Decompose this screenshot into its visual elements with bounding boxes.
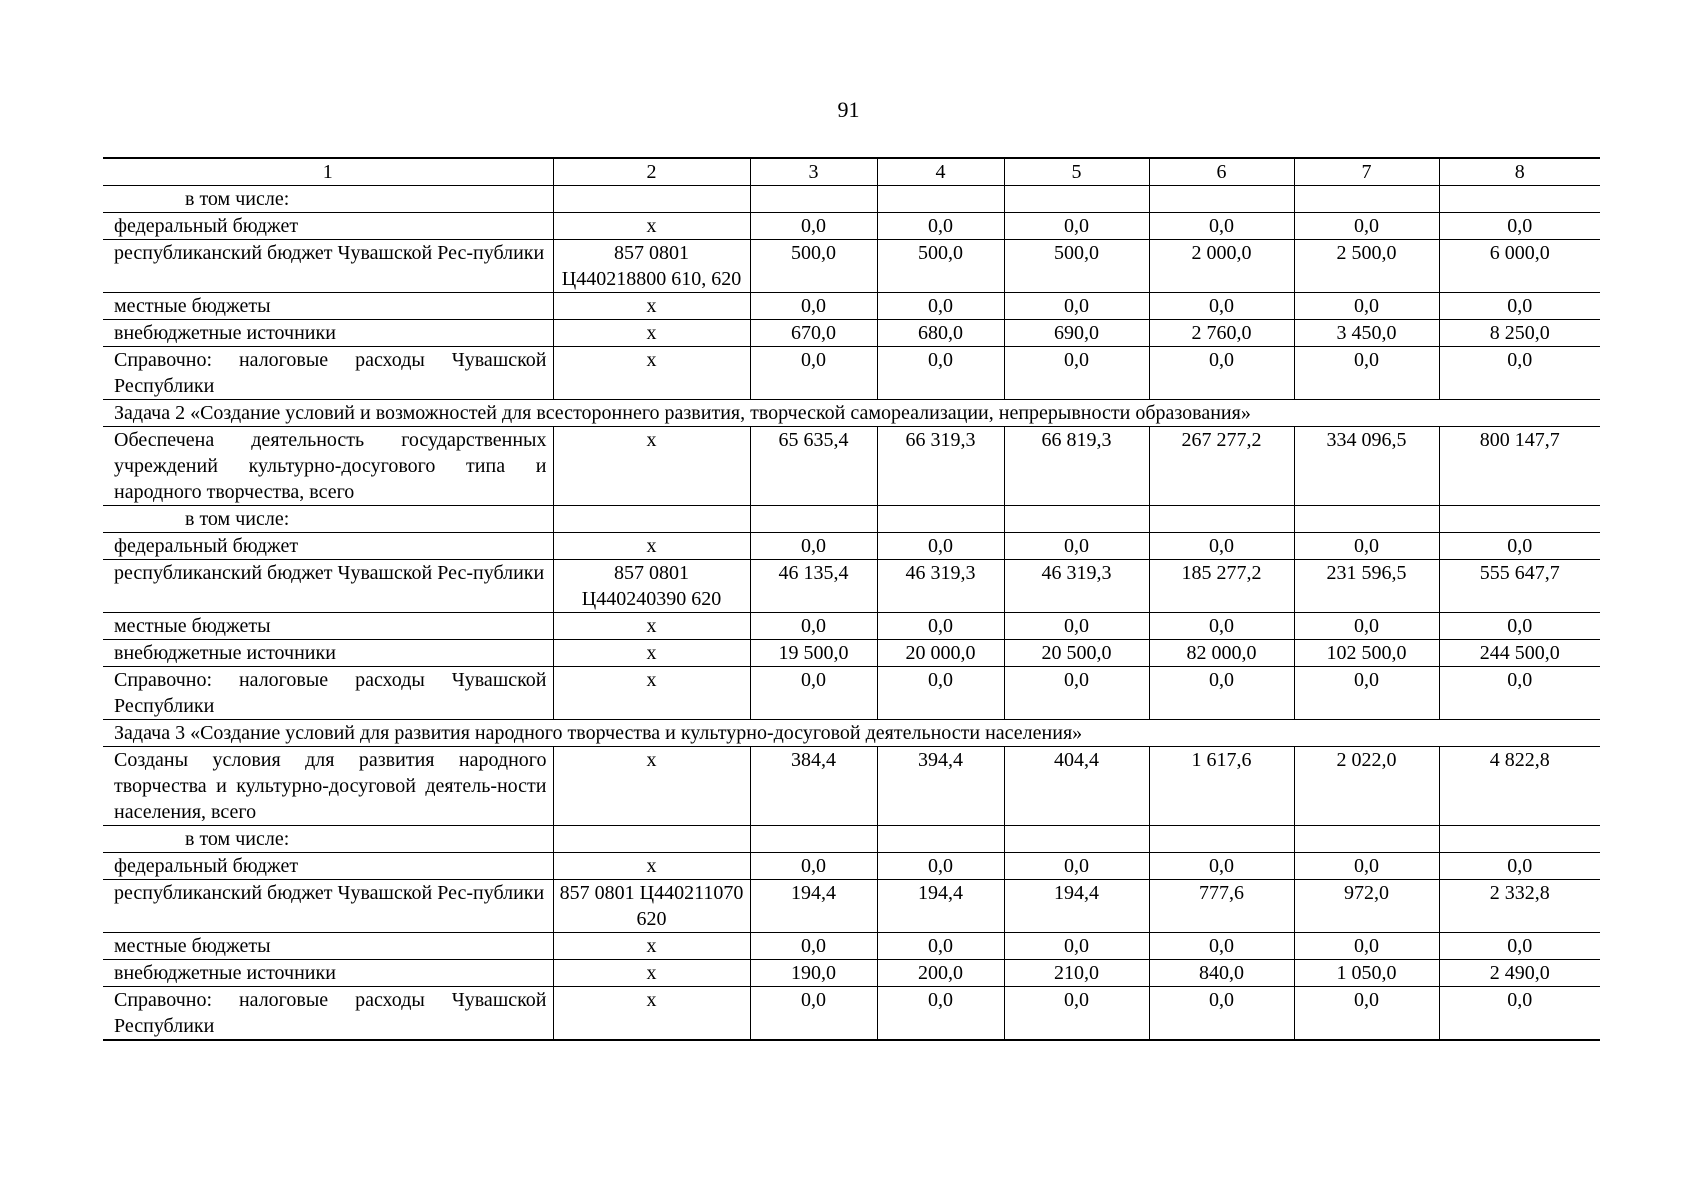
- budget-table: [103, 157, 1600, 1041]
- table-row: [103, 427, 1600, 506]
- value-cell: 0,0: [1294, 213, 1439, 240]
- value-cell: 194,4: [1004, 880, 1149, 933]
- value-cell: 0,0: [1439, 987, 1600, 1041]
- value-cell: 0,0: [1294, 933, 1439, 960]
- value-cell: [1004, 826, 1149, 853]
- value-cell: 0,0: [750, 293, 877, 320]
- value-cell: 0,0: [877, 987, 1004, 1041]
- value-cell: 19 500,0: [750, 640, 877, 667]
- value-cell: 0,0: [750, 347, 877, 400]
- value-cell: 0,0: [877, 213, 1004, 240]
- value-cell: [1149, 186, 1294, 213]
- column-number: 5: [1004, 158, 1149, 186]
- value-cell: 2 022,0: [1294, 747, 1439, 826]
- value-cell: 0,0: [1004, 213, 1149, 240]
- table-row: [103, 640, 1600, 667]
- value-cell: 1 617,6: [1149, 747, 1294, 826]
- value-cell: 194,4: [877, 880, 1004, 933]
- page-number: 91: [837, 97, 860, 122]
- table-row: [103, 347, 1600, 400]
- value-cell: 0,0: [1149, 987, 1294, 1041]
- column-number: 3: [750, 158, 877, 186]
- budget-code: [553, 186, 750, 213]
- row-label: федеральный бюджет: [103, 853, 553, 880]
- table-row: [103, 320, 1600, 347]
- value-cell: [1294, 506, 1439, 533]
- value-cell: 190,0: [750, 960, 877, 987]
- value-cell: 0,0: [1149, 933, 1294, 960]
- value-cell: 0,0: [1294, 613, 1439, 640]
- value-cell: 66 819,3: [1004, 427, 1149, 506]
- value-cell: 384,4: [750, 747, 877, 826]
- budget-code: [553, 826, 750, 853]
- value-cell: 500,0: [877, 240, 1004, 293]
- value-cell: 555 647,7: [1439, 560, 1600, 613]
- value-cell: [877, 186, 1004, 213]
- value-cell: 0,0: [1004, 933, 1149, 960]
- row-label: местные бюджеты: [103, 933, 553, 960]
- value-cell: 0,0: [1004, 667, 1149, 720]
- value-cell: 200,0: [877, 960, 1004, 987]
- value-cell: 670,0: [750, 320, 877, 347]
- value-cell: 210,0: [1004, 960, 1149, 987]
- budget-code: 857 0801 Ц440218800 610, 620: [553, 240, 750, 293]
- value-cell: [1149, 826, 1294, 853]
- value-cell: 244 500,0: [1439, 640, 1600, 667]
- value-cell: 0,0: [877, 667, 1004, 720]
- value-cell: [750, 826, 877, 853]
- row-label: в том числе:: [103, 826, 553, 853]
- value-cell: 680,0: [877, 320, 1004, 347]
- column-number: 8: [1439, 158, 1600, 186]
- value-cell: 0,0: [1004, 987, 1149, 1041]
- table-row: [103, 560, 1600, 613]
- value-cell: 690,0: [1004, 320, 1149, 347]
- row-label: внебюджетные источники: [103, 640, 553, 667]
- value-cell: [1004, 186, 1149, 213]
- value-cell: 0,0: [1439, 933, 1600, 960]
- value-cell: [1439, 506, 1600, 533]
- row-label: местные бюджеты: [103, 293, 553, 320]
- value-cell: 65 635,4: [750, 427, 877, 506]
- row-label: федеральный бюджет: [103, 533, 553, 560]
- value-cell: 840,0: [1149, 960, 1294, 987]
- value-cell: 267 277,2: [1149, 427, 1294, 506]
- value-cell: 0,0: [1004, 347, 1149, 400]
- value-cell: 0,0: [1004, 613, 1149, 640]
- table-row: [103, 240, 1600, 293]
- value-cell: 6 000,0: [1439, 240, 1600, 293]
- budget-code: 857 0801 Ц440240390 620: [553, 560, 750, 613]
- value-cell: 0,0: [1149, 293, 1294, 320]
- value-cell: 0,0: [750, 853, 877, 880]
- table-row: [103, 960, 1600, 987]
- row-label: в том числе:: [103, 186, 553, 213]
- row-label: республиканский бюджет Чувашской Рес-публики: [103, 880, 553, 933]
- value-cell: 0,0: [1294, 347, 1439, 400]
- value-cell: 0,0: [1004, 853, 1149, 880]
- column-number-row: [103, 158, 1600, 186]
- value-cell: 20 000,0: [877, 640, 1004, 667]
- value-cell: 0,0: [750, 667, 877, 720]
- value-cell: 972,0: [1294, 880, 1439, 933]
- budget-code: х: [553, 213, 750, 240]
- value-cell: 0,0: [1004, 533, 1149, 560]
- table-row: [103, 506, 1600, 533]
- value-cell: 500,0: [750, 240, 877, 293]
- value-cell: 82 000,0: [1149, 640, 1294, 667]
- column-number: 6: [1149, 158, 1294, 186]
- row-label: Справочно: налоговые расходы Чувашской Республики: [103, 347, 553, 400]
- value-cell: 0,0: [1439, 853, 1600, 880]
- value-cell: 0,0: [1294, 987, 1439, 1041]
- budget-code: х: [553, 987, 750, 1041]
- table-row: [103, 213, 1600, 240]
- value-cell: 0,0: [1439, 533, 1600, 560]
- table-row: [103, 293, 1600, 320]
- value-cell: 2 490,0: [1439, 960, 1600, 987]
- budget-code: х: [553, 427, 750, 506]
- column-number: 2: [553, 158, 750, 186]
- value-cell: 185 277,2: [1149, 560, 1294, 613]
- value-cell: 2 332,8: [1439, 880, 1600, 933]
- value-cell: 0,0: [750, 987, 877, 1041]
- row-label: внебюджетные источники: [103, 960, 553, 987]
- value-cell: 0,0: [1439, 213, 1600, 240]
- value-cell: 800 147,7: [1439, 427, 1600, 506]
- value-cell: [750, 186, 877, 213]
- budget-code: х: [553, 320, 750, 347]
- table-row: [103, 667, 1600, 720]
- value-cell: [1439, 826, 1600, 853]
- value-cell: 46 319,3: [1004, 560, 1149, 613]
- task-heading-row: [103, 400, 1600, 427]
- value-cell: 0,0: [1149, 347, 1294, 400]
- row-label: Справочно: налоговые расходы Чувашской Республики: [103, 987, 553, 1041]
- value-cell: 0,0: [877, 533, 1004, 560]
- value-cell: [1149, 506, 1294, 533]
- budget-code: х: [553, 667, 750, 720]
- value-cell: 0,0: [1004, 293, 1149, 320]
- value-cell: 0,0: [1149, 533, 1294, 560]
- budget-code: х: [553, 640, 750, 667]
- row-label: внебюджетные источники: [103, 320, 553, 347]
- value-cell: 3 450,0: [1294, 320, 1439, 347]
- value-cell: 8 250,0: [1439, 320, 1600, 347]
- value-cell: 0,0: [1294, 853, 1439, 880]
- row-label: местные бюджеты: [103, 613, 553, 640]
- value-cell: 0,0: [877, 347, 1004, 400]
- table-row: [103, 613, 1600, 640]
- column-number: 1: [103, 158, 553, 186]
- value-cell: 777,6: [1149, 880, 1294, 933]
- budget-code: 857 0801 Ц440211070 620: [553, 880, 750, 933]
- task-heading-row: [103, 720, 1600, 747]
- value-cell: 394,4: [877, 747, 1004, 826]
- value-cell: 0,0: [1439, 613, 1600, 640]
- value-cell: 0,0: [1294, 667, 1439, 720]
- value-cell: 2 500,0: [1294, 240, 1439, 293]
- value-cell: 0,0: [877, 613, 1004, 640]
- row-label: республиканский бюджет Чувашской Рес-публики: [103, 240, 553, 293]
- table-row: [103, 747, 1600, 826]
- row-label: Справочно: налоговые расходы Чувашской Республики: [103, 667, 553, 720]
- budget-code: х: [553, 347, 750, 400]
- value-cell: 0,0: [750, 533, 877, 560]
- task-heading: Задача 2 «Создание условий и возможностей для всестороннего развития, творческой самореализации, непрерывности образования»: [103, 400, 1600, 427]
- value-cell: [1439, 186, 1600, 213]
- value-cell: 0,0: [1439, 347, 1600, 400]
- value-cell: [1294, 826, 1439, 853]
- value-cell: [877, 826, 1004, 853]
- row-label: в том числе:: [103, 506, 553, 533]
- table-row: [103, 933, 1600, 960]
- table-row: [103, 826, 1600, 853]
- value-cell: 334 096,5: [1294, 427, 1439, 506]
- column-number: 4: [877, 158, 1004, 186]
- table-row: [103, 987, 1600, 1041]
- value-cell: 0,0: [877, 933, 1004, 960]
- value-cell: [750, 506, 877, 533]
- task-heading: Задача 3 «Создание условий для развития народного творчества и культурно-досуговой деятельности населения»: [103, 720, 1600, 747]
- value-cell: 46 135,4: [750, 560, 877, 613]
- budget-code: х: [553, 747, 750, 826]
- value-cell: 0,0: [1294, 293, 1439, 320]
- value-cell: [1004, 506, 1149, 533]
- row-label: федеральный бюджет: [103, 213, 553, 240]
- column-number: 7: [1294, 158, 1439, 186]
- value-cell: 0,0: [877, 853, 1004, 880]
- row-label: Обеспечена деятельность государственных учреждений культурно-досугового типа и народного творчества, всего: [103, 427, 553, 506]
- value-cell: 0,0: [1149, 667, 1294, 720]
- budget-code: х: [553, 533, 750, 560]
- row-label: республиканский бюджет Чувашской Рес-публики: [103, 560, 553, 613]
- budget-code: х: [553, 933, 750, 960]
- budget-code: х: [553, 960, 750, 987]
- value-cell: 1 050,0: [1294, 960, 1439, 987]
- value-cell: 0,0: [1149, 613, 1294, 640]
- value-cell: 0,0: [750, 613, 877, 640]
- value-cell: 2 000,0: [1149, 240, 1294, 293]
- value-cell: 0,0: [1149, 853, 1294, 880]
- value-cell: 0,0: [1149, 213, 1294, 240]
- value-cell: [1294, 186, 1439, 213]
- value-cell: 0,0: [1439, 293, 1600, 320]
- table-row: [103, 880, 1600, 933]
- value-cell: 2 760,0: [1149, 320, 1294, 347]
- value-cell: 46 319,3: [877, 560, 1004, 613]
- value-cell: 0,0: [1439, 667, 1600, 720]
- table-body: [103, 158, 1600, 1040]
- value-cell: 0,0: [1294, 533, 1439, 560]
- budget-code: х: [553, 853, 750, 880]
- value-cell: [877, 506, 1004, 533]
- value-cell: 500,0: [1004, 240, 1149, 293]
- table-row: [103, 853, 1600, 880]
- value-cell: 231 596,5: [1294, 560, 1439, 613]
- budget-code: х: [553, 293, 750, 320]
- budget-code: х: [553, 613, 750, 640]
- budget-code: [553, 506, 750, 533]
- value-cell: 194,4: [750, 880, 877, 933]
- value-cell: 404,4: [1004, 747, 1149, 826]
- value-cell: 66 319,3: [877, 427, 1004, 506]
- value-cell: 20 500,0: [1004, 640, 1149, 667]
- value-cell: 0,0: [750, 213, 877, 240]
- value-cell: 0,0: [750, 933, 877, 960]
- table-row: [103, 186, 1600, 213]
- value-cell: 0,0: [877, 293, 1004, 320]
- row-label: Созданы условия для развития народного творчества и культурно-досуговой деятель-ности населения, всего: [103, 747, 553, 826]
- value-cell: 102 500,0: [1294, 640, 1439, 667]
- value-cell: 4 822,8: [1439, 747, 1600, 826]
- table-row: [103, 533, 1600, 560]
